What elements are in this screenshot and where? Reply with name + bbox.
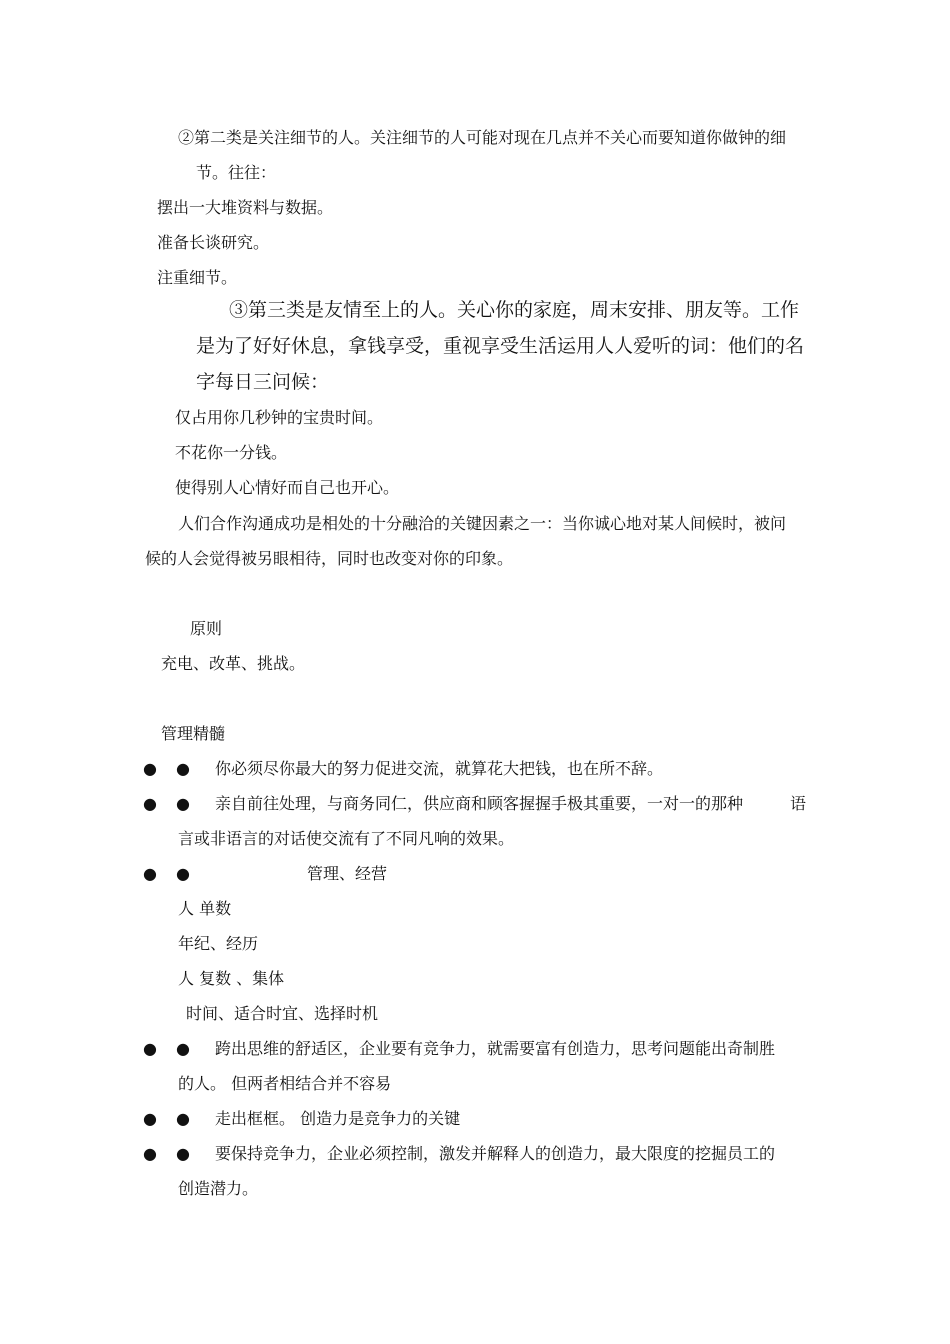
type2-intro-line1: ②第二类是关注细节的人。关注细节的人可能对现在几点并不关心而要知道你做钟的细 [178,128,787,147]
bullet-marker: ● [143,1109,157,1128]
essence-bullet-4-line1: 跨出思维的舒适区，企业要有竞争力，就需要富有创造力，思考问题能出奇制胜 [215,1039,776,1058]
bullet-marker-secondary: ● [176,759,190,778]
type2-item-1: 摆出一大堆资料与数据。 [157,198,334,217]
bullet-marker-secondary: ● [176,1039,190,1058]
type3-item-1: 仅占用你几秒钟的宝贵时间。 [175,408,384,427]
paragraph-line2: 候的人会觉得被另眼相待，同时也改变对你的印象。 [145,549,514,568]
bullet-marker-secondary: ● [176,794,190,813]
essence-bullet-6-line2: 创造潜力。 [178,1179,259,1198]
bullet-marker: ● [143,864,157,883]
essence-bullet-2-line2: 言或非语言的对话使交流有了不同凡响的效果。 [178,829,515,848]
type2-intro-line2: 节。往往： [196,163,277,182]
type3-intro-line2: 是为了好好休息，拿钱享受，重视享受生活运用人人爱听的词：他们的名 [196,335,805,357]
bullet-marker: ● [143,759,157,778]
essence-bullet-4-line2: 的人。 但两者相结合并不容易 [178,1074,392,1093]
bullet-marker: ● [143,1039,157,1058]
bullet-marker-secondary: ● [176,1144,190,1163]
type2-item-3: 注重细节。 [157,268,238,287]
essence-sub-2: 年纪、经历 [178,934,259,953]
essence-sub-4: 时间、适合时宜、选择时机 [186,1004,379,1023]
principle-text: 充电、改革、挑战。 [161,654,306,673]
essence-heading: 管理精髓 [161,724,226,743]
type3-item-3: 使得别人心情好而自己也开心。 [175,478,400,497]
bullet-marker: ● [143,1144,157,1163]
type3-intro-line1: ③第三类是友情至上的人。关心你的家庭，周末安排、朋友等。工作 [229,299,800,321]
essence-sub-1: 人 单数 [178,899,232,918]
essence-bullet-2-tail: 语 [790,794,807,813]
essence-sub-3: 人 复数 、集体 [178,969,285,988]
bullet-marker-secondary: ● [176,864,190,883]
essence-bullet-2-line1: 亲自前往处理，与商务同仁，供应商和顾客握握手极其重要，一对一的那种 [215,794,744,813]
essence-bullet-1: 你必须尽你最大的努力促进交流，就算花大把钱，也在所不辞。 [215,759,664,778]
type2-item-2: 准备长谈研究。 [157,233,270,252]
essence-bullet-3: 管理、经营 [307,864,388,883]
bullet-marker: ● [143,794,157,813]
essence-bullet-6-line1: 要保持竞争力，企业必须控制，激发并解释人的创造力，最大限度的挖掘员工的 [215,1144,776,1163]
type3-intro-line3: 字每日三问候： [196,371,330,393]
bullet-marker-secondary: ● [176,1109,190,1128]
paragraph-line1: 人们合作沟通成功是相处的十分融洽的关键因素之一：当你诚心地对某人间候时，被问 [178,514,787,533]
essence-bullet-5: 走出框框。 创造力是竞争力的关键 [215,1109,461,1128]
type3-item-2: 不花你一分钱。 [175,443,288,462]
principle-heading: 原则 [190,619,223,638]
